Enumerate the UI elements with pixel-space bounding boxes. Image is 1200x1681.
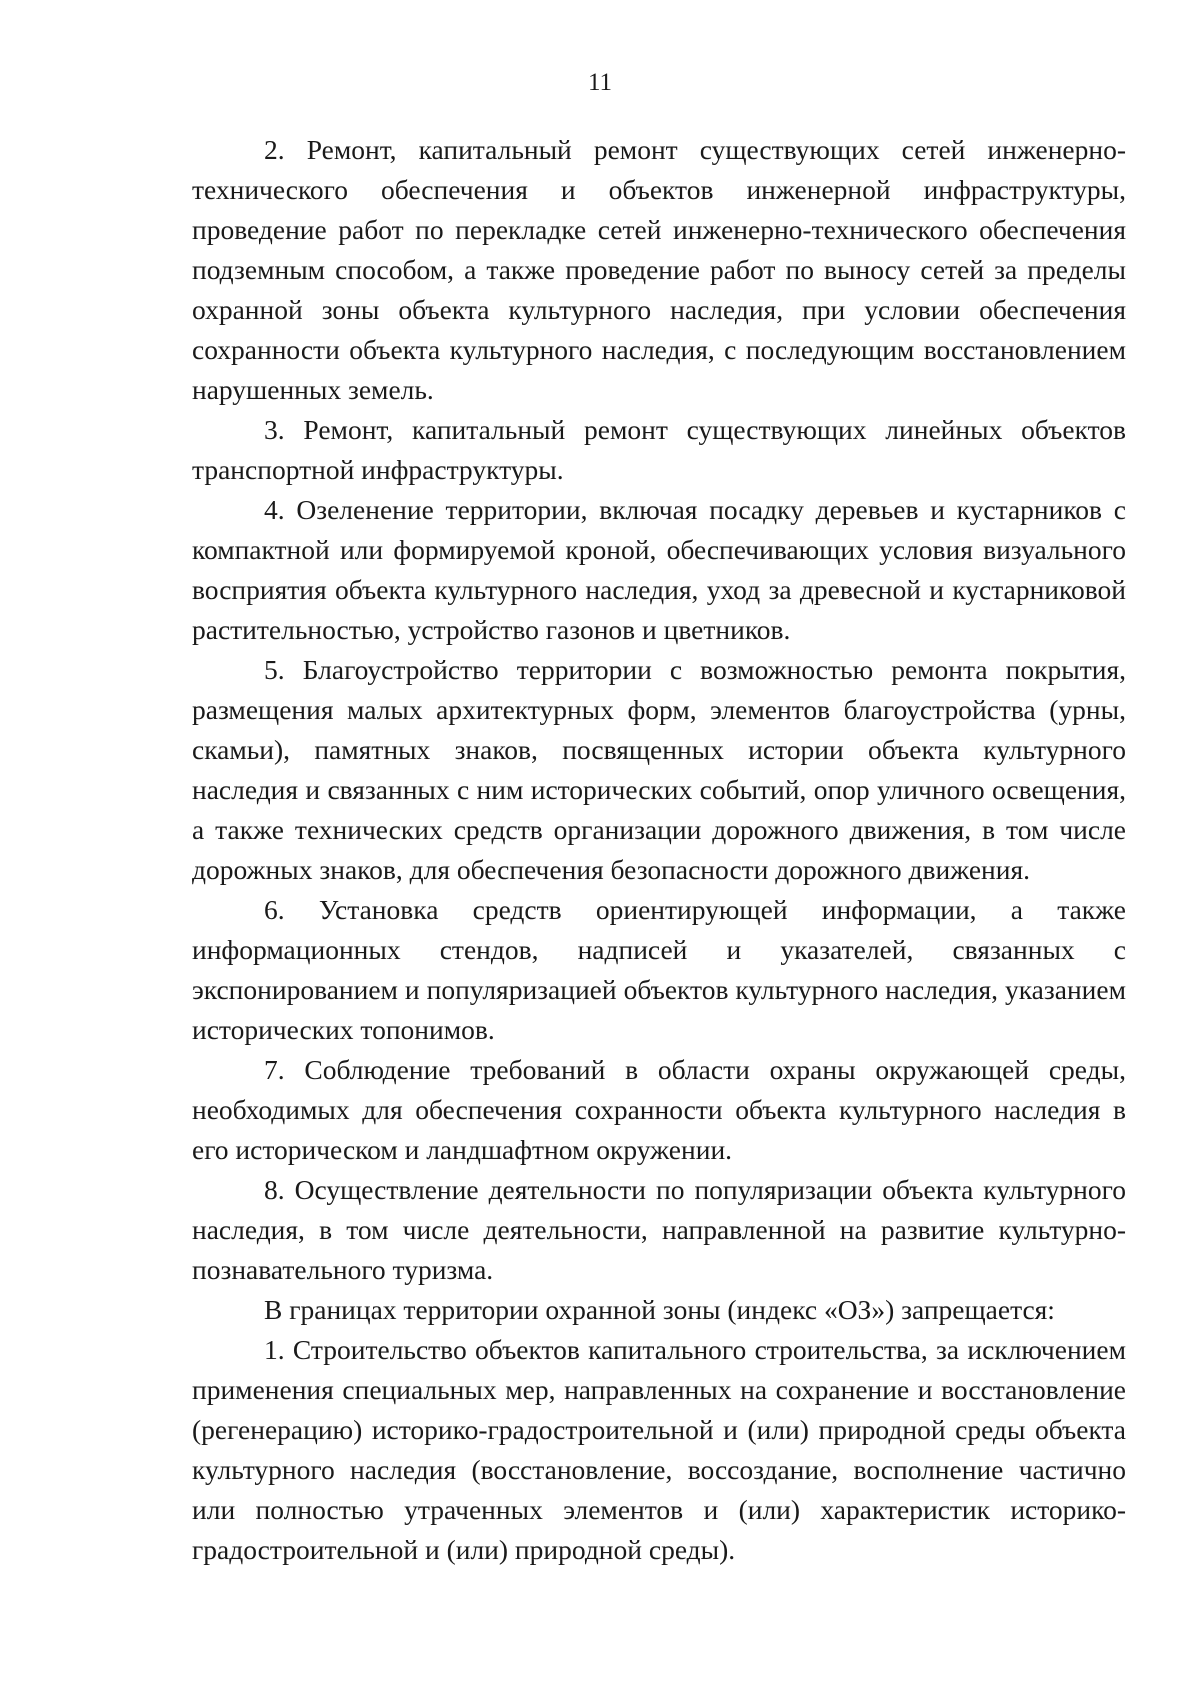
paragraph-item-2-repair-networks: 2. Ремонт, капитальный ремонт существующих сетей инженерно-технического обеспечения и объектов инженерной инфраструктуры, проведение работ по перекладке сетей инженерно-технического обеспечения подземным способом, а также проведение работ по выносу сетей за пределы охранной зоны объекта культурного наследия, при условии обеспечения сохранности объекта культурного наследия, с последующим восстановлением нарушенных земель. <box>192 134 1126 405</box>
paragraph-item-7-environment: 7. Соблюдение требований в области охраны окружающей среды, необходимых для обеспечения сохранности объекта культурного наследия в его историческом и ландшафтном окружении. <box>192 1054 1126 1165</box>
paragraph-item-3-repair-linear-objects: 3. Ремонт, капитальный ремонт существующих линейных объектов транспортной инфраструктуры. <box>192 414 1126 485</box>
paragraph-prohibitions-heading: В границах территории охранной зоны (индекс «ОЗ») запрещается: <box>264 1294 1055 1325</box>
paragraph-prohibition-1-construction: 1. Строительство объектов капитального строительства, за исключением применения специальных мер, направленных на сохранение и восстановление (регенерацию) историко-градостроительной и (или) природной среды объекта культурного наследия (восстановление, воссоздание, восполнение частично или полностью утраченных элементов и (или) характеристик историко-градостроительной и (или) природной среды). <box>192 1334 1126 1565</box>
paragraph-item-5-improvement: 5. Благоустройство территории с возможностью ремонта покрытия, размещения малых архитектурных форм, элементов благоустройства (урны, скамьи), памятных знаков, посвященных истории объекта культурного наследия и связанных с ним исторических событий, опор уличного освещения, а также технических средств организации дорожного движения, в том числе дорожных знаков, для обеспечения безопасности дорожного движения. <box>192 654 1126 885</box>
paragraph-item-6-information-signs: 6. Установка средств ориентирующей информации, а также информационных стендов, надписей и указателей, связанных с экспонированием и популяризацией объектов культурного наследия, указанием исторических топонимов. <box>192 894 1126 1045</box>
document-body <box>192 130 1126 1570</box>
paragraph-item-4-landscaping: 4. Озеленение территории, включая посадку деревьев и кустарников с компактной или формируемой кроной, обеспечивающих условия визуального восприятия объекта культурного наследия, уход за древесной и кустарниковой растительностью, устройство газонов и цветников. <box>192 494 1126 645</box>
page-number: 11 <box>587 69 613 96</box>
paragraph-item-8-popularization: 8. Осуществление деятельности по популяризации объекта культурного наследия, в том числе деятельности, направленной на развитие культурно-познавательного туризма. <box>192 1174 1126 1285</box>
